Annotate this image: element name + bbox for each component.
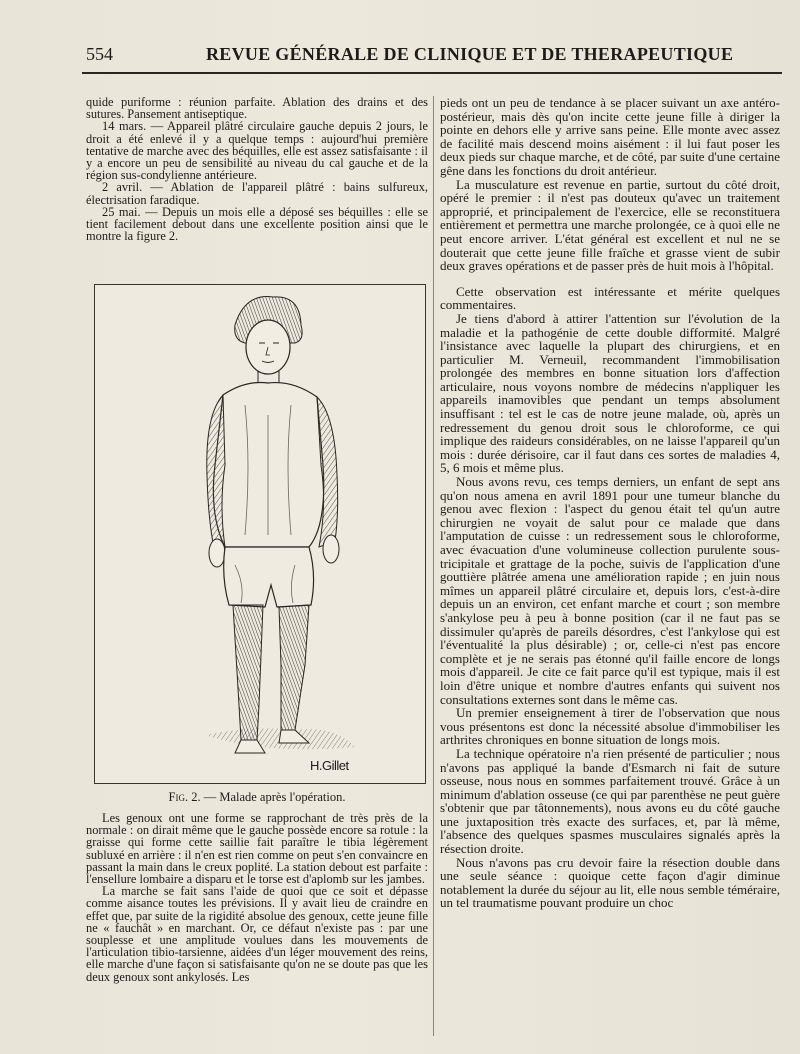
paragraph: La technique opératoire n'a rien présenté de particulier ; nous n'avons pas appliqué la bande d'Esmarch ni fait de suture osseuse, nous nous en sommes parfaitement trouvé. Grâce à un minimum d'ablation osseuse (ce qui par parenthèse ne peut guère s'obtenir que par tâtonnements), nous avons eu du côté gauche une juxtaposition très exacte des surfaces, et, par là même, l'absence des quelques spasmes musculaires signalés après la résection droite. [440,745,780,857]
page-number: 554 [86,44,113,64]
running-head [86,44,786,72]
header-rule [82,72,782,74]
column-divider [433,96,434,1036]
figure-caption [86,790,428,805]
paragraph: Nous n'avons pas cru devoir faire la résection double dans une seule séance : quoique cette façon d'agir diminue notablement la durée du séjour au lit, elle nous semble téméraire, un tel traumatisme pouvant produire un choc [440,854,780,911]
patient-engraving [95,285,425,783]
paragraph: Je tiens d'abord à attirer l'attention sur l'évolution de la maladie et la pathogénie de cette double difformité. Malgré l'insistance avec laquelle la plupart des chirurgiens, et en particulier M. Verneuil, recommandent l'immobilisation prolongée des membres en bonne situation lors d'affection articulaire, nous voyons nombre de médecins n'appliquer les appareils inamovibles que pendant un temps absolument insuffisant : tel est le cas de notre jeune malade, où, après un redressement du genou droit sous le chloroforme, ce qui implique des raideurs considérables, on ne laisse l'appareil qu'un mois : durée dérisoire, car il faut dans ces sortes de maladies 4, 5, 6 mois et même plus. [440,310,780,476]
paragraph: La musculature est revenue en partie, surtout du côté droit, opéré le premier : il n'est pas douteux qu'avec un traitement approprié, et principalement de l'exercice, elle se reconstituera entièrement et permettra une marche prolongée, ce à quoi elle ne peut encore arriver. L'état général est excellent et nul ne se douterait que cette jeune fille fraîche et grasse vient de subir deux graves opérations et de passer près de huit mois à l'hôpital. [440,176,780,274]
left-column-bottom-text [86,812,428,983]
journal-title: REVUE GÉNÉRALE DE CLINIQUE ET DE THERAPEUTIQUE [206,44,734,64]
paragraph: La marche se fait sans l'aide de quoi que ce soit et dépasse comme aisance toutes les prévisions. Il y avait lieu de craindre en effet que, par suite de la rigidité absolue des genoux, cette jeune fille ne « fauchât » en marchant. Or, ce défaut n'existe pas : par une souplesse et une amplitude voulues dans les mouvements de l'articulation tibio-tarsienne, aidées d'un léger mouvement des reins, elle marche d'une façon si satisfaisante qu'on ne se doute pas que les deux genoux sont ankylosés. Les [86,884,428,984]
right-column-text [440,96,780,910]
figure-caption-text: — Malade après l'opération. [203,790,346,804]
paragraph: 2 avril. — Ablation de l'appareil plâtré : bains sulfureux, électrisation faradique. [86,180,428,207]
paragraph: Les genoux ont une forme se rapprochant de très près de la normale : on dirait même que le gauche possède encore sa rotule : la graisse qui forme cette saillie fait paraître le tibia légèrement subluxé en arrière : il n'en est rien comme on peut s'en convaincre en passant la main dans le creux poplité. La station debout est parfaite : l'ensellure lombaire a disparu et le torse est d'aplomb sur les jambes. [86,811,428,887]
paragraph: 25 mai. — Depuis un mois elle a déposé ses béquilles : elle se tient facilement debout dans une excellente position ainsi que le montre la figure 2. [86,204,428,244]
paragraph: 14 mars. — Appareil plâtré circulaire gauche depuis 2 jours, le droit a été enlevé il y a quelque temps : aujourd'hui première tentative de marche avec des béquilles, elle est assez satisfaisante : il y a encore un peu de sensibilité au niveau du cal gauche et de la région sus-condylienne antérieure. [86,119,428,183]
paragraph: quide puriforme : réunion parfaite. Ablation des drains et des sutures. Pansement antiseptique. [86,95,428,122]
left-column-top-text [86,96,428,242]
paragraph: pieds ont un peu de tendance à se placer suivant un axe antéro-postérieur, mais dès qu'on incite cette jeune fille à diriger la pointe en dehors elle y arrive sans peine. Elle monte avec assez de facilité mais descend moins aisément : il lui faut poser les deux pieds sur chaque marche, et de côté, par suite d'une certaine gêne dans les fonctions du droit antérieur. [440,95,780,178]
figure-label: Fig. 2. [168,790,201,804]
paragraph: Nous avons revu, ces temps derniers, un enfant de sept ans qu'on nous amena en avril 1891 pour une tumeur blanche du genou avec flexion : l'aspect du genou était tel qu'un autre chirurgien ne voyait de salut pour ce malade que dans l'amputation de cuisse : un redressement sous le chloroforme, avec évacuation d'une volumineuse collection purulente sous-tricipitale et grattage de la poche, suivis de l'application d'une gouttière plâtrée amena une amélioration rapide ; en juin nous mîmes un appareil plâtré circulaire et, depuis lors, c'est-à-dire depuis un an environ, cet enfant marche et court ; son membre s'ankylose peu à peu à bonne position (car il ne faut pas se dissimuler qu'après de pareils désordres, c'est l'ankylose qui est l'éventualité la plus désirable) ; or, celle-ci n'est pas encore complète et je ne serais pas étonné qu'il faille encore de longs mois d'appareil. Je cite ce fait parce qu'il est typique, mais il est loin d'être unique et nombre d'autres enfants qui suivent nos consultations externes sont dans le même cas. [440,474,780,707]
artist-signature: H.Gillet [310,758,349,773]
figure-illustration [94,284,426,784]
paragraph: Un premier enseignement à tirer de l'observation que nous vous présentons est donc la nécessité absolue d'immobiliser les arthrites chroniques en bonne situation de longs mois. [440,705,780,748]
paragraph: Cette observation est intéressante et mérite quelques commentaires. [440,283,780,313]
